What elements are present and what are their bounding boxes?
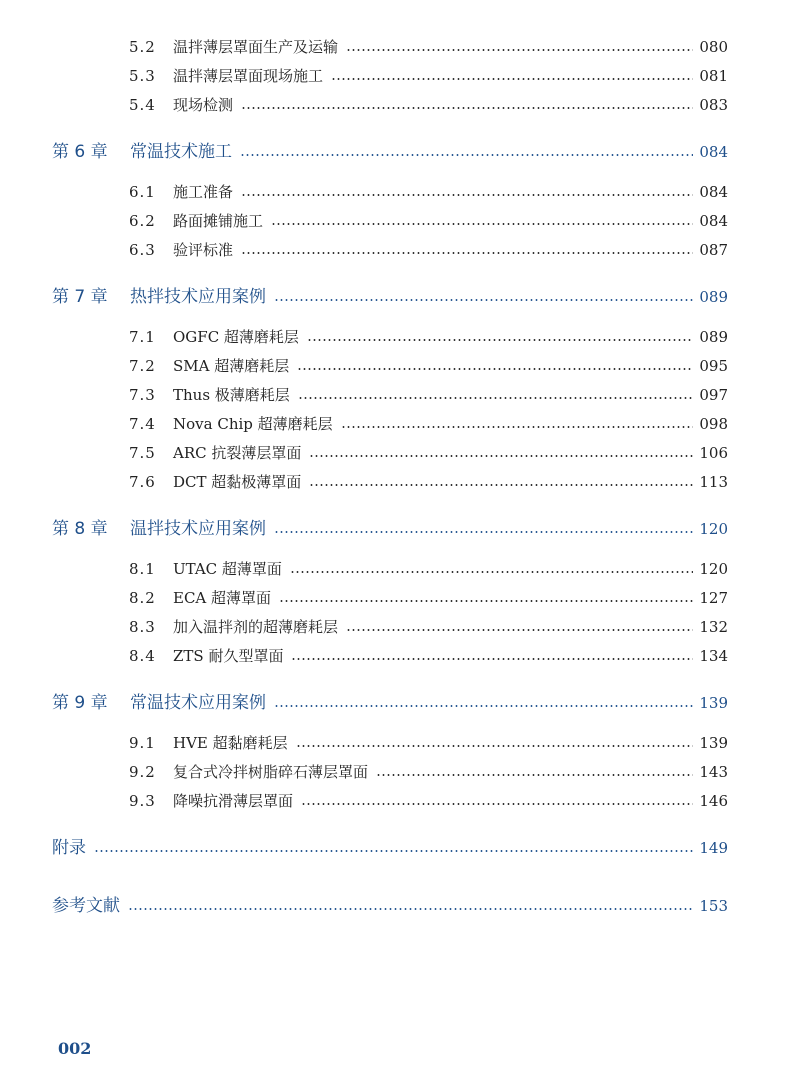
dot-leader xyxy=(341,426,694,428)
page-number: 143 xyxy=(699,763,728,781)
toc-entry[interactable] xyxy=(129,761,728,782)
section-number: 9.1 xyxy=(129,734,156,752)
entry-title: 施工准备 xyxy=(173,183,234,201)
section-number: 8.2 xyxy=(129,589,156,607)
entry-title: ZTS 耐久型罩面 xyxy=(173,647,284,665)
section-number: 7.4 xyxy=(129,415,156,433)
page-number: 106 xyxy=(699,444,728,462)
dot-leader xyxy=(240,154,693,156)
entry-title: SMA 超薄磨耗层 xyxy=(173,357,290,375)
page-number: 095 xyxy=(699,357,728,375)
page-folio: 002 xyxy=(58,1039,92,1058)
toc-appendix-entry[interactable] xyxy=(52,833,728,858)
toc-references-entry[interactable] xyxy=(52,891,728,916)
chapter-number: 第 6 章 xyxy=(52,142,108,162)
section-number: 8.3 xyxy=(129,618,156,636)
page-number: 089 xyxy=(699,328,728,346)
section-number: 5.2 xyxy=(129,38,156,56)
toc-entry[interactable] xyxy=(129,326,728,347)
section-number: 6.2 xyxy=(129,212,156,230)
toc-entry[interactable] xyxy=(129,790,728,811)
entry-title: HVE 超黏磨耗层 xyxy=(173,734,288,752)
page-number: 087 xyxy=(699,241,728,259)
section-number: 7.3 xyxy=(129,386,156,404)
toc-entry[interactable] xyxy=(129,442,728,463)
page-number: 127 xyxy=(699,589,728,607)
section-number: 8.1 xyxy=(129,560,156,578)
chapter-title: 温拌技术应用案例 xyxy=(130,519,266,539)
section-number: 6.1 xyxy=(129,183,156,201)
toc-chapter-entry[interactable] xyxy=(52,282,728,307)
page-number: 153 xyxy=(699,897,728,915)
toc-entry[interactable] xyxy=(129,384,728,405)
dot-leader xyxy=(309,455,693,457)
entry-title: 现场检测 xyxy=(173,96,234,114)
section-number: 6.3 xyxy=(129,241,156,259)
entry-title: OGFC 超薄磨耗层 xyxy=(173,328,299,346)
dot-leader xyxy=(301,803,693,805)
toc-entry[interactable] xyxy=(129,732,728,753)
entry-title: 验评标准 xyxy=(173,241,234,259)
dot-leader xyxy=(309,484,693,486)
toc-entry[interactable] xyxy=(129,471,728,492)
page-number: 084 xyxy=(699,212,728,230)
page-number: 132 xyxy=(699,618,728,636)
dot-leader xyxy=(274,299,693,301)
section-number: 9.2 xyxy=(129,763,156,781)
toc-entry[interactable] xyxy=(129,587,728,608)
entry-title: Nova Chip 超薄磨耗层 xyxy=(173,415,333,433)
dot-leader xyxy=(331,78,693,80)
dot-leader xyxy=(241,194,693,196)
toc-entry[interactable] xyxy=(129,616,728,637)
dot-leader xyxy=(298,397,694,399)
dot-leader xyxy=(307,339,693,341)
page-number: 089 xyxy=(699,288,728,306)
entry-title: 复合式冷拌树脂碎石薄层罩面 xyxy=(173,763,369,781)
entry-title: 加入温拌剂的超薄磨耗层 xyxy=(173,618,339,636)
dot-leader xyxy=(346,49,693,51)
entry-title: ARC 抗裂薄层罩面 xyxy=(173,444,302,462)
section-number: 5.3 xyxy=(129,67,156,85)
toc-chapter-entry[interactable] xyxy=(52,137,728,162)
page-number: 080 xyxy=(699,38,728,56)
section-number: 7.2 xyxy=(129,357,156,375)
toc-chapter-entry[interactable] xyxy=(52,688,728,713)
section-number: 7.1 xyxy=(129,328,156,346)
chapter-number: 第 7 章 xyxy=(52,287,108,307)
entry-title: 温拌薄层罩面生产及运输 xyxy=(173,38,339,56)
entry-title: 降噪抗滑薄层罩面 xyxy=(173,792,294,810)
dot-leader xyxy=(376,774,693,776)
chapter-title: 附录 xyxy=(52,838,86,858)
entry-title: ECA 超薄罩面 xyxy=(173,589,272,607)
toc-entry[interactable] xyxy=(129,239,728,260)
page-number: 084 xyxy=(699,143,728,161)
dot-leader xyxy=(346,629,693,631)
page-number: 139 xyxy=(699,694,728,712)
dot-leader xyxy=(296,745,694,747)
toc-entry[interactable] xyxy=(129,413,728,434)
toc-entry[interactable] xyxy=(129,558,728,579)
toc-entry[interactable] xyxy=(129,210,728,231)
entry-title: UTAC 超薄罩面 xyxy=(173,560,282,578)
dot-leader xyxy=(128,908,693,910)
dot-leader xyxy=(297,368,693,370)
toc-entry[interactable] xyxy=(129,65,728,86)
toc-entry[interactable] xyxy=(129,181,728,202)
toc-entry[interactable] xyxy=(129,94,728,115)
chapter-title: 常温技术应用案例 xyxy=(130,693,266,713)
entry-title: 温拌薄层罩面现场施工 xyxy=(173,67,324,85)
dot-leader xyxy=(279,600,693,602)
page-number: 113 xyxy=(699,473,728,491)
dot-leader xyxy=(274,531,693,533)
section-number: 5.4 xyxy=(129,96,156,114)
page-number: 134 xyxy=(699,647,728,665)
section-number: 7.6 xyxy=(129,473,156,491)
dot-leader xyxy=(241,107,693,109)
dot-leader xyxy=(274,705,693,707)
toc-entry[interactable] xyxy=(129,36,728,57)
chapter-title: 参考文献 xyxy=(52,896,120,916)
page-number: 098 xyxy=(699,415,728,433)
chapter-title: 常温技术施工 xyxy=(130,142,232,162)
dot-leader xyxy=(271,223,693,225)
page-number: 081 xyxy=(699,67,728,85)
page-number: 083 xyxy=(699,96,728,114)
toc-chapter-entry[interactable] xyxy=(52,514,728,539)
section-number: 8.4 xyxy=(129,647,156,665)
page-number: 149 xyxy=(699,839,728,857)
section-number: 9.3 xyxy=(129,792,156,810)
dot-leader xyxy=(291,658,693,660)
dot-leader xyxy=(241,252,693,254)
chapter-number: 第 8 章 xyxy=(52,519,108,539)
page-number: 120 xyxy=(699,520,728,538)
page-number: 146 xyxy=(699,792,728,810)
toc-entry[interactable] xyxy=(129,355,728,376)
chapter-title: 热拌技术应用案例 xyxy=(130,287,266,307)
page-number: 120 xyxy=(699,560,728,578)
dot-leader xyxy=(94,850,693,852)
toc-entry[interactable] xyxy=(129,645,728,666)
entry-title: DCT 超黏极薄罩面 xyxy=(173,473,302,491)
dot-leader xyxy=(290,571,693,573)
entry-title: Thus 极薄磨耗层 xyxy=(173,386,290,404)
section-number: 7.5 xyxy=(129,444,156,462)
chapter-number: 第 9 章 xyxy=(52,693,108,713)
page-number: 097 xyxy=(699,386,728,404)
entry-title: 路面摊铺施工 xyxy=(173,212,264,230)
page-number: 139 xyxy=(699,734,728,752)
page-number: 084 xyxy=(699,183,728,201)
